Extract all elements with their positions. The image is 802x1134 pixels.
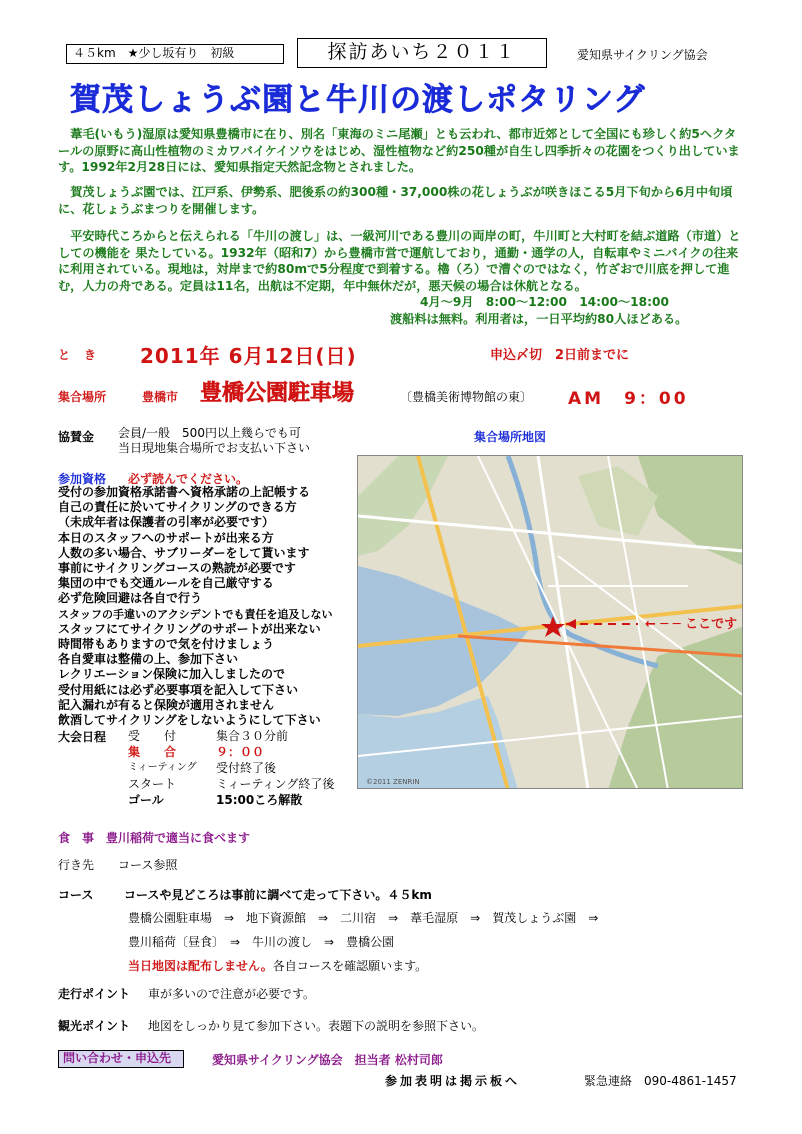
schedule-value: ９：００: [216, 745, 265, 759]
ride-point-label: 走行ポイント: [58, 987, 131, 1001]
list-item: （未成年者は保護者の引率が必要です）: [58, 515, 275, 530]
level-badge: ４５km ★少し坂有り 初級: [66, 44, 284, 64]
series-title: 探訪あいち２０１１: [297, 38, 547, 68]
date-label: とき: [58, 348, 111, 362]
course-route-1: 豊橋公園駐車場 ⇒ 地下資源館 ⇒ 二川宿 ⇒ 葦毛湿原 ⇒ 賀茂しょうぶ園 ⇒: [128, 911, 599, 925]
meeting-label: 集合場所: [58, 390, 107, 404]
emergency-contact: 緊急連絡 090-4861-1457: [584, 1074, 737, 1088]
meeting-time: AM 9：00: [568, 389, 689, 409]
intro-paragraph-1: 葦毛(いもう)湿原は愛知県豊橋市に在り、別名「東海のミニ尾瀬」とも云われ、都市近郊として全国にも珍しく約5ヘクタールの原野に高山性植物のミカワバイケイソウをはじめ、湿性植物など約250種が自生し四季折々の花園をつくり出しています。1992年2月28日には、愛知県指定天然記念物とされました。: [58, 127, 740, 174]
sight-point-text: 地図をしっかり見て参加下さい。表題下の説明を参照下さい。: [148, 1019, 485, 1033]
list-item: スタッフにてサイクリングのサポートが出来ない: [58, 621, 321, 636]
schedule-value: 集合３０分前: [216, 729, 289, 743]
event-date: 2011年 6月12日(日): [140, 344, 357, 368]
schedule-row: [128, 760, 334, 776]
list-item: スタッフの手違いのアクシデントでも責任を追及しない: [58, 607, 333, 621]
schedule-value: 15:00ころ解散: [216, 793, 303, 807]
list-item: 事前にサイクリングコースの熟読が必要です: [58, 561, 296, 576]
list-item: 飲酒してサイクリングをしないようにして下さい: [58, 713, 321, 728]
schedule-key: ゴール: [128, 793, 164, 807]
must-read-note: 必ず読んでください。: [128, 472, 249, 486]
fee-label: 協賛金: [58, 430, 95, 444]
list-item: 各自愛車は整備の上、参加下さい: [58, 652, 239, 667]
no-map-rest: 各自コースを確認願います。: [272, 959, 428, 973]
ferry-fee: 渡船料は無料。利用者は，一日平均約80人ほどある。: [390, 312, 688, 326]
meeting-city: 豊橋市: [142, 390, 179, 404]
meeting-note: 〔豊橋美術博物館の東〕: [400, 390, 533, 404]
no-map-notice: [128, 957, 427, 974]
list-item: 本日のスタッフへのサポートが出来る方: [58, 530, 274, 545]
schedule-key: ミィーティング: [128, 762, 197, 773]
contact-label: 問い合わせ・申込先: [58, 1050, 184, 1068]
map-copyright: ©2011 ZENRIN: [366, 778, 420, 786]
ride-point-text: 車が多いので注意が必要です。: [148, 987, 316, 1001]
schedule-key: スタート: [128, 777, 177, 791]
schedule-key: 受 付: [128, 729, 177, 743]
no-map-warning: 当日地図は配布しません。: [128, 959, 273, 973]
course-route-2: 豊川稲荷〔昼食〕 ⇒ 牛川の渡し ⇒ 豊橋公園: [128, 935, 395, 949]
map-label: 集合場所地図: [474, 430, 547, 444]
schedule-label: 大会日程: [58, 730, 107, 744]
destination: 行き先 コース参照: [58, 858, 178, 872]
schedule-row: [128, 776, 334, 792]
list-item: 人数の多い場合、サブリーダーをして貰います: [58, 545, 310, 560]
map-here-marker: ← ─ ─ ここです: [645, 617, 738, 632]
course-label: コース: [58, 888, 94, 902]
fee-text: 会員/一般 500円以上幾らでも可 当日現地集合場所でお支払い下さい: [118, 426, 311, 455]
sight-point-label: 観光ポイント: [58, 1019, 131, 1033]
page-title: 賀茂しょうぶ園と牛川の渡しポタリング: [70, 82, 646, 118]
list-item: 記入漏れが有ると保険が適用されません: [58, 697, 275, 712]
list-item: 必ず危険回避は各自で行う: [58, 591, 203, 606]
schedule-value: 受付終了後: [216, 761, 277, 775]
list-item: 時間帯もありますので気を付けましょう: [58, 637, 275, 652]
schedule-row: [128, 728, 334, 744]
qualification-list: [58, 485, 332, 728]
organizer: 愛知県サイクリング協会: [577, 48, 708, 62]
schedule-row: [128, 744, 334, 760]
list-item: 受付の参加資格承諾書へ資格承諾の上記帳する: [58, 485, 311, 499]
list-item: 集団の中でも交通ルールを自己厳守する: [58, 576, 274, 591]
schedule-key: 集 合: [128, 745, 177, 759]
course-note: コースや見どころは事前に調べて走って下さい。４５km: [124, 888, 432, 902]
schedule-row: [128, 792, 334, 808]
meeting-place: 豊橋公園駐車場: [200, 381, 355, 406]
list-item: 受付用紙には必ず必要事項を記入して下さい: [58, 682, 299, 697]
qualification-label: 参加資格: [58, 472, 107, 486]
lunch-info: 食 事 豊川稲荷で適当に食べます: [58, 831, 251, 845]
schedule-value: ミィーティング終了後: [216, 777, 335, 791]
ferry-hours: 4月～9月 8:00～12:00 14:00～18:00: [420, 295, 669, 309]
list-item: 自己の責任に於いてサイクリングのできる方: [58, 500, 297, 515]
schedule-table: [128, 728, 334, 808]
intro-paragraph-3: 平安時代ころからと伝えられる「牛川の渡し」は、一級河川である豊川の両岸の町，牛川町と大村町を結ぶ道路（市道）としての機能を 果たしている。1932年（昭和7）から豊橋市営で運航しており，通勤・通学の人，自転車やミニバイクの往来に利用されている。現地は，対岸まで約80mで5分程度で到着する。櫓（ろ）で漕ぐのではなく，竹ざおで川底を押して進む，人力の舟である。定員は11名，出航は不定期，年中無休だが，悪天候の場合は休航となる。: [58, 229, 741, 293]
deadline: 申込〆切 2日前までに: [490, 348, 630, 363]
board-notice: 参加表明は掲示板へ: [385, 1074, 521, 1088]
intro-paragraph-2: 賀茂しょうぶ園では、江戸系、伊勢系、肥後系の約300種・37,000株の花しょうぶが咲きほこる5月下旬から6月中旬頃に、花しょうぶまつりを開催します。: [58, 185, 733, 216]
list-item: レクリエーション保険に加入しましたので: [58, 667, 286, 682]
contact-org: 愛知県サイクリング協会 担当者 松村司郎: [212, 1053, 443, 1067]
